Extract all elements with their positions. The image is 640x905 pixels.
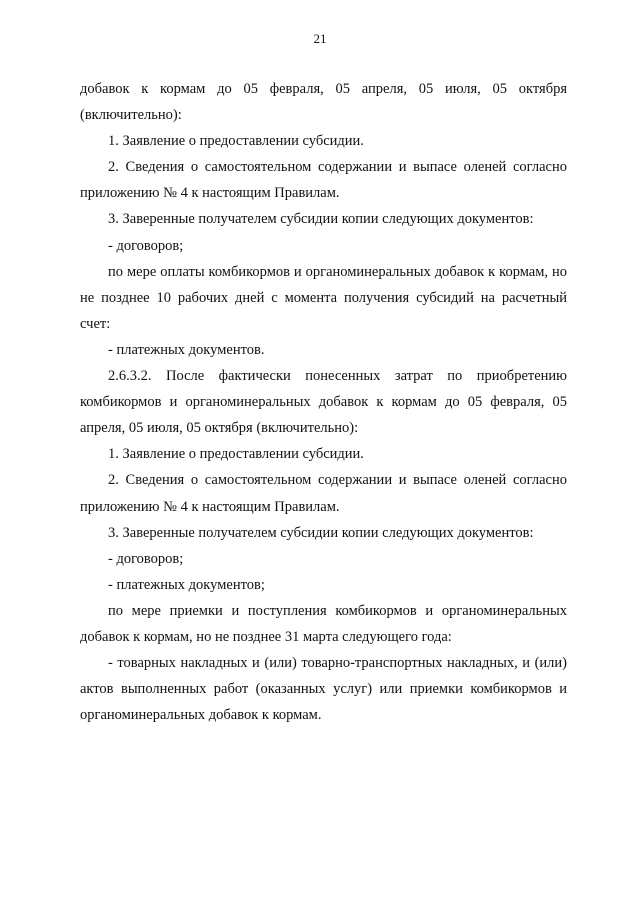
paragraph-waybills: - товарных накладных и (или) товарно-транспортных накладных, и (или) актов выполненных работ (оказанных услуг) или приемки комбикормов и органоминеральных добавок к кормам. — [80, 655, 567, 724]
paragraph-item-application: 1. Заявление о предоставлении субсидии. — [108, 133, 364, 150]
paragraph-item-reindeer-info: 2. Сведения о самостоятельном содержании и выпасе оленей согласно приложению № 4 к настоящим Правилам. — [80, 159, 567, 202]
paragraph-payment-terms: по мере оплаты комбикормов и органоминеральных добавок к кормам, но не позднее 10 рабочих дней с момента получения субсидий на расчетный счет: — [80, 263, 567, 332]
page-number: 21 — [313, 31, 327, 46]
paragraph-item-certified-copies-2: 3. Заверенные получателем субсидии копии следующих документов: — [108, 524, 534, 541]
paragraph-contracts: - договоров; — [108, 237, 184, 254]
paragraph-item-application-2: 1. Заявление о предоставлении субсидии. — [108, 446, 364, 463]
document-body — [80, 76, 567, 728]
paragraph-payment-documents: - платежных документов. — [108, 341, 265, 358]
paragraph-item-reindeer-info-2: 2. Сведения о самостоятельном содержании и выпасе оленей согласно приложению № 4 к настоящим Правилам. — [80, 472, 567, 515]
paragraph-acceptance-terms: по мере приемки и поступления комбикормов и органоминеральных добавок к кормам, но не позднее 31 марта следующего года: — [80, 602, 567, 645]
paragraph-payment-documents-2: - платежных документов; — [108, 576, 265, 593]
paragraph-continuation: добавок к кормам до 05 февраля, 05 апреля, 05 июля, 05 октября (включительно): — [80, 81, 567, 124]
paragraph-item-certified-copies: 3. Заверенные получателем субсидии копии следующих документов: — [108, 211, 534, 228]
paragraph-section-2-6-3-2: 2.6.3.2. После фактически понесенных затрат по приобретению комбикормов и органоминеральных добавок к кормам до 05 февраля, 05 апреля, 05 июля, 05 октября (включительно): — [80, 368, 567, 437]
paragraph-contracts-2: - договоров; — [108, 550, 184, 567]
